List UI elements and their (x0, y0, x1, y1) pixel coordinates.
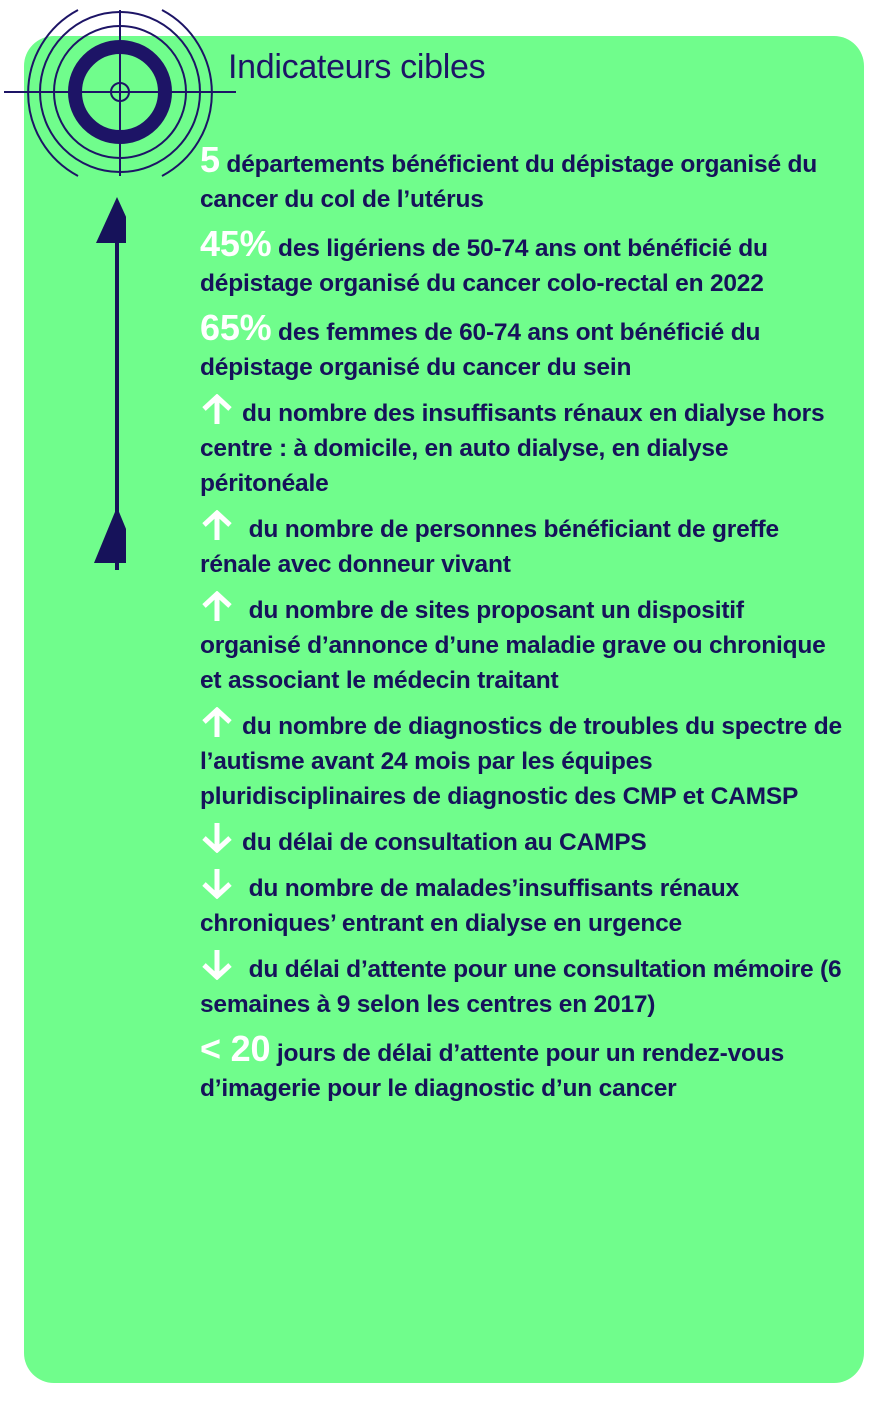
arrow-up-icon (200, 510, 234, 540)
arrow-down-icon (200, 869, 234, 899)
vertical-double-arrow-icon (86, 195, 126, 575)
indicator-text: du nombre de personnes bénéficiant de greffe rénale avec donneur vivant (200, 516, 779, 578)
indicator-text: jours de délai d’attente pour un rendez-vous d’imagerie pour le diagnostic d’un cancer (200, 1040, 785, 1102)
indicator-item (200, 823, 850, 860)
indicator-item (200, 869, 850, 941)
indicator-text: des ligériens de 50-74 ans ont bénéficié du dépistage organisé du cancer colo-rectal en 2022 (200, 235, 768, 297)
indicator-item (200, 223, 850, 301)
indicator-value: 45% (200, 223, 272, 264)
indicator-text: du nombre des insuffisants rénaux en dialyse hors centre : à domicile, en auto dialyse, en dialyse péritonéale (200, 400, 825, 497)
indicator-value: < 20 (200, 1028, 271, 1069)
indicator-value: 65% (200, 307, 272, 348)
indicator-item (200, 394, 850, 501)
arrow-down-icon (200, 823, 234, 853)
indicator-text: départements bénéficient du dépistage organisé du cancer du col de l’utérus (200, 151, 818, 213)
arrow-up-icon (200, 591, 234, 621)
arrow-up-icon (200, 394, 234, 424)
indicator-item (200, 591, 850, 698)
indicator-item (200, 510, 850, 582)
arrow-down-icon (200, 950, 234, 980)
indicator-item (200, 307, 850, 385)
indicator-list (200, 139, 850, 1115)
indicator-item (200, 707, 850, 814)
indicator-text: du délai d’attente pour une consultation mémoire (6 semaines à 9 selon les centres en 2017) (200, 956, 842, 1018)
indicator-text: du nombre de sites proposant un dispositif organisé d’annonce d’une maladie grave ou chronique et associant le médecin traitant (200, 597, 826, 694)
indicator-value: 5 (200, 139, 220, 180)
arrow-up-icon (200, 707, 234, 737)
indicator-text: du nombre de malades’insuffisants rénaux chroniques’ entrant en dialyse en urgence (200, 875, 739, 937)
indicator-text: du nombre de diagnostics de troubles du spectre de l’autisme avant 24 mois par les équipes pluridisciplinaires de diagnostic des CMP et CAMSP (200, 713, 842, 810)
indicator-item (200, 139, 850, 217)
indicator-item (200, 950, 850, 1022)
page-title: Indicateurs cibles (228, 48, 486, 86)
indicator-text: des femmes de 60-74 ans ont bénéficié du dépistage organisé du cancer du sein (200, 319, 761, 381)
indicator-item (200, 1028, 850, 1106)
indicator-text: du délai de consultation au CAMPS (242, 829, 647, 856)
